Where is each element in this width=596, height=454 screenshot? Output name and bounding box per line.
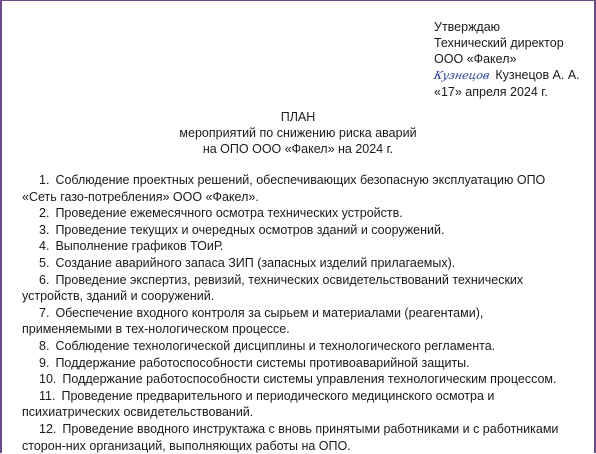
plan-item-number: 3. <box>39 222 50 237</box>
plan-item-text: Проведение вводного инструктажа с вновь принятыми работниками и с работниками сторон-них организаций, выполняющих работы на ОПО. <box>22 421 559 453</box>
plan-item-text: Проведение экспертиз, ревизий, технических освидетельствований технических устройств, зданий и сооружений. <box>22 272 524 304</box>
plan-item <box>22 388 574 421</box>
signer-name: Кузнецов А. А. <box>495 68 580 82</box>
approval-line-approve: Утверждаю <box>434 20 501 34</box>
plan-item-number: 12. <box>39 421 57 436</box>
approval-line-company: ООО «Факел» <box>434 52 517 66</box>
approval-signature-row <box>434 67 580 84</box>
plan-item-text: Проведение предварительного и периодического медицинского осмотра и психиатрических освидетельствований. <box>22 388 495 420</box>
plan-item-text: Выполнение графиков ТОиР. <box>55 239 224 254</box>
approval-block <box>434 19 580 100</box>
plan-item-text: Проведение текущих и очередных осмотров зданий и сооружений. <box>55 222 445 237</box>
plan-item-text: Поддержание работоспособности системы противоаварийной защиты. <box>55 355 470 370</box>
plan-item <box>22 371 574 388</box>
plan-item <box>22 338 574 355</box>
plan-item <box>22 205 574 222</box>
plan-item-number: 2. <box>39 206 50 221</box>
document-subtitle-1: мероприятий по снижению риска аварий <box>179 126 417 140</box>
plan-item-number: 4. <box>39 239 50 254</box>
plan-item <box>22 238 574 255</box>
plan-item-text: Поддержание работоспособности системы управления технологическим процессом. <box>62 372 557 387</box>
approval-line-position: Технический директор <box>434 36 564 50</box>
plan-item-number: 9. <box>39 355 50 370</box>
plan-item-number: 6. <box>39 272 50 287</box>
approval-date: «17» апреля 2024 г. <box>434 85 548 99</box>
document-title: ПЛАН <box>280 110 316 124</box>
plan-item-number: 8. <box>39 338 50 353</box>
document-heading <box>2 109 594 157</box>
plan-item <box>22 272 574 305</box>
plan-item <box>22 172 574 205</box>
plan-item-text: Обеспечение входного контроля за сырьем и материалами (реагентами), применяемыми в тех-нологическом процессе. <box>22 305 484 337</box>
plan-item-number: 7. <box>39 305 50 320</box>
handwritten-signature: Кузнецов <box>432 69 491 82</box>
plan-item-number: 11. <box>39 388 56 403</box>
plan-item-number: 5. <box>39 255 50 270</box>
plan-item-number: 1. <box>39 173 50 187</box>
document-subtitle-2: на ОПО ООО «Факел» на 2024 г. <box>202 142 394 156</box>
plan-item-text: Соблюдение технологической дисциплины и технологического регламента. <box>55 338 496 353</box>
plan-item <box>22 421 574 454</box>
plan-item-text: Проведение ежемесячного осмотра технических устройств. <box>55 206 403 221</box>
plan-item-text: Соблюдение проектных решений, обеспечивающих безопасную эксплуатацию ОПО «Сеть газо-потребления» ООО «Факел». <box>22 173 546 204</box>
plan-item <box>22 305 574 338</box>
plan-item <box>22 255 574 272</box>
plan-item <box>22 222 574 239</box>
plan-item-text: Создание аварийного запаса ЗИП (запасных изделий прилагаемых). <box>55 255 456 270</box>
plan-item-number: 10. <box>39 372 57 387</box>
plan-items-list <box>22 172 574 454</box>
plan-item <box>22 355 574 372</box>
